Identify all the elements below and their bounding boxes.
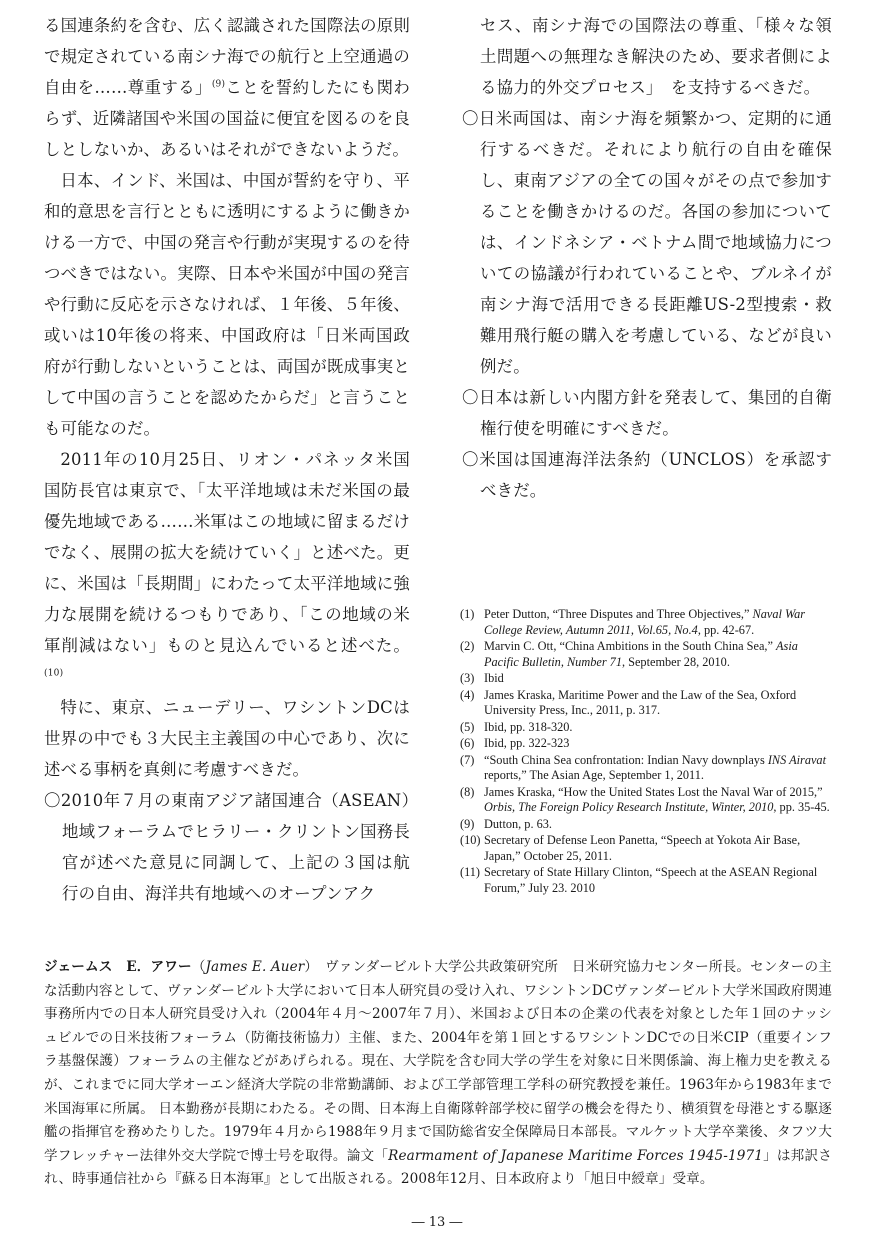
- footnote-text-italic: INS Airavat: [767, 752, 826, 767]
- footnote-ref-9: (9): [211, 79, 226, 90]
- author-name: ジェームス E．アワー: [44, 959, 192, 975]
- author-name-paren-open: （: [191, 959, 206, 975]
- footnote-text-main: Peter Dutton, “Three Disputes and Three Objectives,”: [484, 607, 753, 621]
- footnote-text-italic: Orbis, The Foreign Policy Research Institute, Winter, 2010: [484, 800, 774, 814]
- footnote-text-main: “South China Sea confrontation: Indian Navy downplays: [484, 752, 768, 767]
- author-bio-text-a: ヴァンダービルト大学公共政策研究所 日米研究協力センター所長。センターの主な活動内容として、ヴァンダービルト大学において日本人研究員の受け入れ、ワシントンDCヴァンダービルト大学米国政府関連事務所内での日本人研究員受け入れ（2004年４月～2007年７月）、米国および日本の企業の代表を対象とした年１回のナッシュビルでの日米技術フォーラム（防衛技術協力）主催、また、2004年を第１回とするワシントンDCでの日米CIP（重要インフラ基盤保護）フォーラムの主催などがあげられる。現在、大学院を含む同大学の学生を対象に日米関係論、海上権力史を教えるが、これまでに同大学オーエン経済大学院の非常勤講師、および工学部管理工学科の研究教授を兼任。1963年から1983年まで米国海軍に所属。 日本勤務が長期にわたる。その間、日本海上自衛隊幹部学校に留学の機会を得たり、横須賀を母港とする駆逐艦の指揮官を務めたりした。1979年４月から1988年９月まで国防総省安全保障局日本部長。マルケット大学卒業後、タフツ大学フレッチャー法律外交大学院で博士号を取得。論文「: [44, 959, 832, 1164]
- left-column: [44, 10, 410, 909]
- footnote-number: (1): [460, 607, 475, 621]
- footnote-text-main: Secretary of State Hillary Clinton, “Speech at the ASEAN Regional Forum,” July 23. 2010: [484, 865, 818, 895]
- right-column: [462, 10, 832, 506]
- author-bio: [44, 956, 832, 1192]
- recommendation-item-1: 〇2010年７月の東南アジア諸国連合（ASEAN）地域フォーラムでヒラリー・クリントン国務長官が述べた意見に同調して、上記の３国は航行の自由、海洋共有地域へのオープンアク: [44, 791, 410, 903]
- footnote-text: [484, 785, 830, 816]
- paragraph-4: 特に、東京、ニューデリー、ワシントンDCは世界の中でも３大民主主義国の中心であり、次に述べる事柄を真剣に考慮すべきだ。: [44, 698, 410, 779]
- paragraph-3: [44, 444, 410, 692]
- footnote-text-main: James Kraska, Maritime Power and the Law of the Sea, Oxford University Press, Inc., 2011, p. 317.: [484, 687, 797, 717]
- footnote-text-after: reports,” The Asian Age, September 1, 2011.: [484, 768, 704, 782]
- footnote-number: (9): [460, 816, 475, 831]
- footnote-text-after: , pp. 42-67.: [697, 622, 755, 637]
- footnote-text-main: James Kraska, “How the United States Lost the Naval War of 2015,”: [484, 784, 823, 799]
- footnote-text: [484, 817, 830, 833]
- footnote-item: [460, 833, 830, 864]
- footnote-item: [460, 688, 830, 719]
- footnote-item: [460, 671, 830, 687]
- footnote-item: [460, 639, 830, 670]
- footnote-number: (6): [460, 736, 475, 750]
- footnote-item: [460, 720, 830, 736]
- paragraph-1-text-a: る国連条約を含む、広く認識された国際法の原則で規定されている南シナ海での航行と上空通過の自由を……尊重する」: [44, 16, 410, 97]
- footnote-text-main: Ibid: [484, 671, 504, 685]
- footnote-text-italic: Asia Pacific Bulletin, Number 71: [484, 639, 798, 669]
- footnote-item: [460, 865, 830, 896]
- paragraph-3-text: 2011年の10月25日、リオン・パネッタ米国国防長官は東京で、「太平洋地域は未だ米国の最優先地域である……米軍はこの地域に留まるだけでなく、展開の拡大を続けていく」と述べた。更に、米国は「長期間」にわたって太平洋地域に強力な展開を続けるつもりであり、「この地域の米軍削減はない」ものと見込んでいると述べた。: [44, 450, 410, 655]
- footnote-text: [484, 736, 830, 752]
- footnotes: [460, 607, 830, 897]
- footnote-text-main: Ibid, pp. 322-323: [484, 736, 570, 750]
- footnote-text-main: Marvin C. Ott, “China Ambitions in the South China Sea,”: [484, 639, 777, 653]
- paragraph-2: 日本、インド、米国は、中国が誓約を守り、平和的意思を言行とともに透明にするように働きかける一方で、中国の発言や行動が実現するのを待つべきではない。実際、日本や米国が中国の発言や行動に反応を示さなければ、１年後、５年後、或いは10年後の将来、中国政府は「日米両国政府が行動しないということは、両国が既成事実として中国の言うことを認めたからだ」と言うことも可能なのだ。: [44, 171, 410, 438]
- footnote-number: (5): [460, 719, 475, 734]
- author-name-paren-close: ）: [304, 959, 312, 975]
- footnote-text: [484, 833, 830, 864]
- footnote-number: (10): [460, 833, 481, 847]
- footnote-number: (4): [460, 687, 475, 702]
- page-number: ― 13 ―: [411, 1215, 463, 1230]
- footnote-text: [484, 688, 830, 719]
- footnote-item: [460, 785, 830, 816]
- footnote-number: (8): [460, 784, 475, 799]
- footnote-text: [484, 865, 830, 896]
- footnote-text-italic: Naval War College Review, Autumn 2011, Vol.65, No.4: [484, 607, 806, 637]
- footnote-text: [484, 720, 830, 736]
- author-name-english: James E. Auer: [205, 959, 305, 975]
- recommendation-item-3: 〇日本は新しい内閣方針を発表して、集団的自衛権行使を明確にすべきだ。: [462, 388, 832, 438]
- footnote-item: [460, 736, 830, 752]
- footnote-text: [484, 607, 830, 638]
- footnote-number: (3): [460, 671, 475, 685]
- footnote-text-main: Secretary of Defense Leon Panetta, “Speech at Yokota Air Base, Japan,” October 25, 2011.: [484, 833, 801, 863]
- footnote-number: (7): [460, 752, 475, 767]
- footnote-text: [484, 753, 830, 784]
- author-bio-text-b: 」は邦訳され、時事通信社から『蘇る日本海軍』として出版される。2008年12月、日本政府より「旭日中綬章」受章。: [44, 1147, 832, 1188]
- recommendation-item-4: 〇米国は国連海洋法条約（UNCLOS）を承認すべきだ。: [462, 450, 832, 500]
- book-title: Rearmament of Japanese Maritime Forces 1945-1971: [388, 1147, 763, 1164]
- paragraph-1: [44, 10, 410, 165]
- footnote-text-main: Ibid, pp. 318-320.: [484, 719, 573, 734]
- footnote-number: (11): [460, 865, 481, 879]
- recommendation-item-2: 〇日米両国は、南シナ海を頻繁かつ、定期的に通行するべきだ。それにより航行の自由を確保し、東南アジアの全ての国々がその点で参加することを働きかけるのだ。各国の参加については、インドネシア・ベトナム間で地域協力についての協議が行われていることや、ブルネイが南シナ海で活用できる長距離US-2型捜索・救難用飛行艇の購入を考慮している、などが良い例だ。: [462, 109, 832, 376]
- paragraph-1-text-b: ことを誓約したにも関わらず、近隣諸国や米国の国益に便宜を図るのを良しとしないか、あるいはそれができないようだ。: [44, 78, 410, 159]
- footnote-item: [460, 753, 830, 784]
- footnote-text: [484, 639, 830, 670]
- recommendation-item-1-continued: セス、南シナ海での国際法の尊重、「様々な領土問題への無理なき解決のため、要求者側による協力的外交プロセス」 を支持するべきだ。: [480, 16, 832, 97]
- footnote-text-after: , pp. 35-45.: [773, 800, 830, 814]
- footnote-item: [460, 607, 830, 638]
- footnote-number: (2): [460, 639, 475, 653]
- footnote-text-main: Dutton, p. 63.: [484, 816, 552, 831]
- footnote-ref-10: (10): [44, 668, 64, 679]
- footnote-item: [460, 817, 830, 833]
- footnote-text: [484, 671, 830, 687]
- footnote-text-after: , September 28, 2010.: [621, 654, 730, 669]
